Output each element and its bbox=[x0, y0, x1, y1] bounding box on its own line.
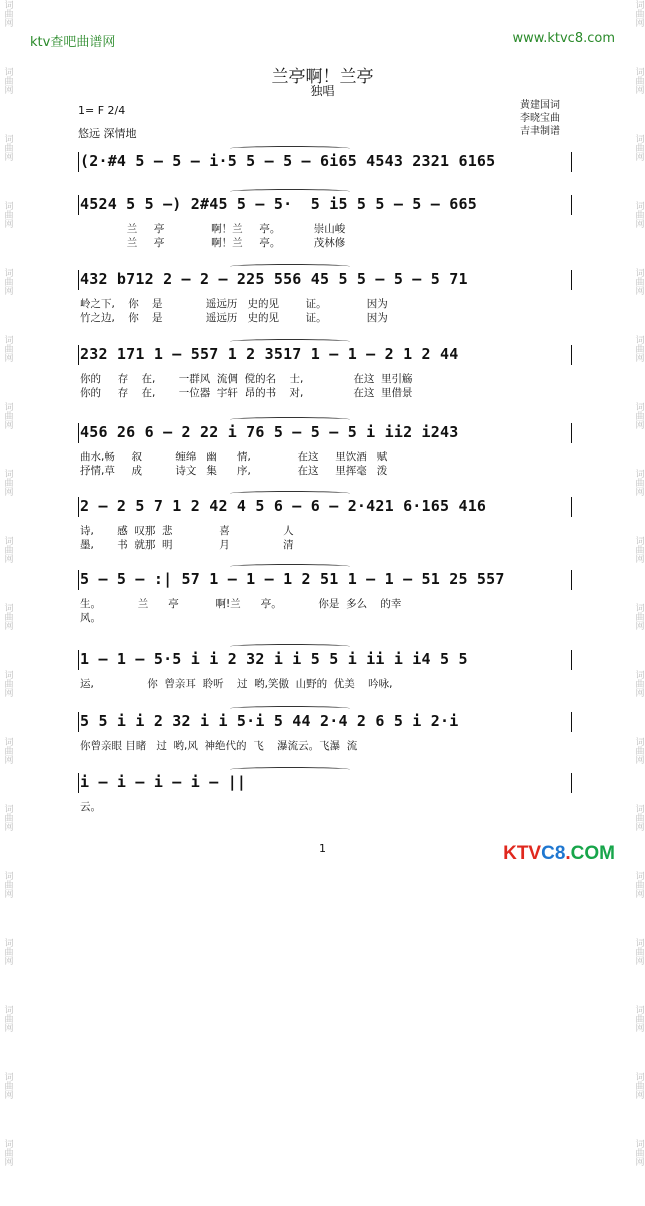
watermark-glyph: 词曲网 bbox=[2, 335, 13, 362]
watermark-glyph: 词曲网 bbox=[633, 670, 644, 697]
notation-line: 5 — 5 — :| 57 1 — 1 — 1 2 51 1 — 1 — 51 25 557 bbox=[80, 570, 505, 588]
slur-mark bbox=[230, 146, 350, 151]
lyric-line: 你曾亲眼 目睹 过 哟,风 神绝代的 飞 瀑流云。飞瀑 流 bbox=[80, 740, 358, 752]
lyric-line: 墨, 书 就那 明 月 清 bbox=[80, 539, 294, 551]
watermark-glyph: 词曲网 bbox=[2, 469, 13, 496]
barline bbox=[571, 345, 572, 365]
notation-line: 456 26 6 — 2 22 i 76 5 — 5 — 5 i ii2 i243 bbox=[80, 423, 459, 441]
site-url-right[interactable]: www.ktvc8.com bbox=[512, 31, 615, 46]
barline bbox=[571, 497, 572, 517]
brand-logo[interactable] bbox=[503, 843, 615, 865]
barline bbox=[78, 650, 79, 670]
notation-line: 432 b712 2 — 2 — 225 556 45 5 5 — 5 — 5 71 bbox=[80, 270, 468, 288]
credits bbox=[520, 99, 560, 138]
barline bbox=[78, 497, 79, 517]
key-signature: 1= F 2/4 bbox=[78, 104, 126, 117]
notation-system bbox=[80, 152, 572, 172]
barline bbox=[78, 773, 79, 793]
lyric-line: 云。 bbox=[80, 801, 101, 813]
brand-ktv: KTV bbox=[503, 843, 542, 864]
lyric-line: 兰 亭 啊！兰 亭。 茂林修 bbox=[80, 237, 346, 249]
tempo-marking: 悠远 深情地 bbox=[78, 127, 137, 140]
barline bbox=[571, 195, 572, 215]
watermark-glyph: 词曲网 bbox=[633, 737, 644, 764]
slur-mark bbox=[230, 491, 350, 496]
slur-mark bbox=[230, 767, 350, 772]
barline bbox=[571, 270, 572, 290]
notation-system bbox=[80, 270, 572, 290]
notation-line: 232 171 1 — 557 1 2 3517 1 — 1 — 2 1 2 44 bbox=[80, 345, 459, 363]
lyric-line: 竹之边, 你 是 遥远历 史的见 证。 因为 bbox=[80, 312, 388, 324]
barline bbox=[571, 712, 572, 732]
watermark-glyph: 词曲网 bbox=[633, 67, 644, 94]
barline bbox=[571, 650, 572, 670]
lyric-line: 你的 存 在, 一群风 流倜 傥的名 士, 在这 里引觞 bbox=[80, 373, 413, 385]
brand-dot: . bbox=[565, 843, 571, 864]
watermark-glyph: 词曲网 bbox=[2, 1005, 13, 1032]
notation-system bbox=[80, 345, 572, 365]
watermark-glyph: 词曲网 bbox=[633, 871, 644, 898]
lyric-line: 抒情,草 成 诗文 集 序, 在这 里挥毫 泼 bbox=[80, 465, 388, 477]
watermark-glyph: 词曲网 bbox=[2, 938, 13, 965]
lyricist-credit: 黄建国词 bbox=[520, 100, 560, 111]
barline bbox=[571, 773, 572, 793]
watermark-glyph: 词曲网 bbox=[633, 201, 644, 228]
slur-mark bbox=[230, 564, 350, 569]
barline bbox=[78, 423, 79, 443]
notation-line: (2·#4 5 — 5 — i·5 5 — 5 — 6i65 4543 2321 6165 bbox=[80, 152, 496, 170]
slur-mark bbox=[230, 339, 350, 344]
watermark-glyph: 词曲网 bbox=[633, 469, 644, 496]
watermark-left bbox=[1, 0, 13, 1206]
barline bbox=[78, 712, 79, 732]
watermark-glyph: 词曲网 bbox=[2, 670, 13, 697]
lyric-line: 岭之下, 你 是 遥远历 史的见 证。 因为 bbox=[80, 298, 388, 310]
watermark-right bbox=[632, 0, 644, 1206]
song-subtitle: 独唱 bbox=[310, 84, 335, 98]
lyric-line: 诗, 感 叹那 悲 喜 人 bbox=[80, 525, 294, 537]
composer-credit: 李晓宝曲 bbox=[520, 113, 560, 124]
brand-com: COM bbox=[570, 843, 615, 864]
watermark-glyph: 词曲网 bbox=[633, 402, 644, 429]
watermark-glyph: 词曲网 bbox=[2, 1139, 13, 1166]
barline bbox=[78, 195, 79, 215]
watermark-glyph: 词曲网 bbox=[2, 603, 13, 630]
song-title: 兰亭啊！兰亭 bbox=[271, 67, 374, 87]
site-name-left[interactable]: ktv查吧曲谱网 bbox=[30, 35, 116, 50]
watermark-glyph: 词曲网 bbox=[2, 67, 13, 94]
slur-mark bbox=[230, 417, 350, 422]
watermark-glyph: 词曲网 bbox=[633, 1005, 644, 1032]
lyric-line: 兰 亭 啊！兰 亭。 崇山峻 bbox=[80, 223, 346, 235]
watermark-glyph: 词曲网 bbox=[633, 536, 644, 563]
watermark-glyph: 词曲网 bbox=[2, 804, 13, 831]
slur-mark bbox=[230, 189, 350, 194]
lyric-line: 风。 bbox=[80, 612, 101, 624]
watermark-glyph: 词曲网 bbox=[2, 737, 13, 764]
watermark-glyph: 词曲网 bbox=[633, 134, 644, 161]
notation-system bbox=[80, 195, 572, 215]
slur-mark bbox=[230, 706, 350, 711]
lyric-line: 你的 存 在, 一位器 宇轩 昂的书 对, 在这 里借景 bbox=[80, 387, 413, 399]
watermark-glyph: 词曲网 bbox=[633, 938, 644, 965]
watermark-glyph: 词曲网 bbox=[633, 603, 644, 630]
notation-line: 1 — 1 — 5·5 i i 2 32 i i 5 5 i ii i i4 5 5 bbox=[80, 650, 468, 668]
watermark-glyph: 词曲网 bbox=[633, 1072, 644, 1099]
watermark-glyph: 词曲网 bbox=[2, 134, 13, 161]
watermark-glyph: 词曲网 bbox=[633, 335, 644, 362]
watermark-glyph: 词曲网 bbox=[633, 0, 644, 27]
barline bbox=[571, 423, 572, 443]
slur-mark bbox=[230, 264, 350, 269]
barline bbox=[78, 270, 79, 290]
watermark-glyph: 词曲网 bbox=[633, 268, 644, 295]
watermark-glyph: 词曲网 bbox=[2, 1072, 13, 1099]
notation-line: 4524 5 5 —) 2#45 5 — 5· 5 i5 5 5 — 5 — 665 bbox=[80, 195, 477, 213]
lyric-line: 曲水,畅 叙 缠绵 幽 情, 在这 里饮酒 赋 bbox=[80, 451, 388, 463]
notation-system bbox=[80, 570, 572, 590]
lyric-line: 生。 兰 亭 啊!兰 亭。 你是 多么 的幸 bbox=[80, 598, 402, 610]
brand-c8: C8 bbox=[541, 843, 566, 864]
watermark-glyph: 词曲网 bbox=[633, 1139, 644, 1166]
transcriber-credit: 吉聿制谱 bbox=[520, 126, 560, 137]
barline bbox=[78, 152, 79, 172]
barline bbox=[571, 152, 572, 172]
barline bbox=[78, 570, 79, 590]
notation-line: 5 5 i i 2 32 i i 5·i 5 44 2·4 2 6 5 i 2·i bbox=[80, 712, 459, 730]
notation-system bbox=[80, 497, 572, 517]
notation-line: i — i — i — i — || bbox=[80, 773, 247, 791]
watermark-glyph: 词曲网 bbox=[2, 536, 13, 563]
watermark-glyph: 词曲网 bbox=[2, 871, 13, 898]
watermark-glyph: 词曲网 bbox=[633, 804, 644, 831]
notation-system bbox=[80, 650, 572, 670]
notation-system bbox=[80, 773, 572, 793]
watermark-glyph: 词曲网 bbox=[2, 268, 13, 295]
watermark-glyph: 词曲网 bbox=[2, 0, 13, 27]
notation-line: 2 — 2 5 7 1 2 42 4 5 6 — 6 — 2·421 6·165 416 bbox=[80, 497, 487, 515]
watermark-glyph: 词曲网 bbox=[2, 402, 13, 429]
notation-system bbox=[80, 712, 572, 732]
barline bbox=[571, 570, 572, 590]
slur-mark bbox=[230, 644, 350, 649]
watermark-glyph: 词曲网 bbox=[2, 201, 13, 228]
lyric-line: 运, 你 曾亲耳 聆听 过 哟,笑傲 山野的 优美 吟咏, bbox=[80, 678, 393, 690]
page-number: 1 bbox=[319, 842, 326, 855]
barline bbox=[78, 345, 79, 365]
notation-system bbox=[80, 423, 572, 443]
